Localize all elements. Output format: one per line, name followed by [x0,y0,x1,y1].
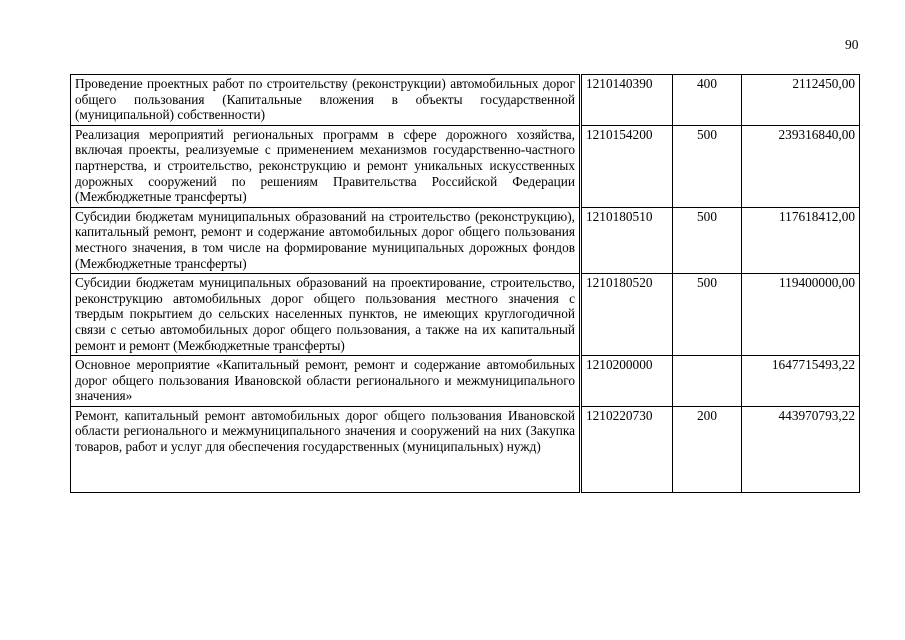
table-row [71,75,860,126]
row-amount: 443970793,22 [742,406,860,492]
page-number: 90 [845,37,859,52]
table-row [71,125,860,207]
table-row [71,207,860,273]
row-expense-type: 500 [673,207,742,273]
row-amount: 117618412,00 [742,207,860,273]
row-expense-type: 200 [673,406,742,492]
row-target-code: 1210154200 [581,125,673,207]
row-amount: 1647715493,22 [742,356,860,407]
row-target-code: 1210180510 [581,207,673,273]
budget-table [70,74,860,493]
row-description: Проведение проектных работ по строительству (реконструкции) автомобильных дорог общего пользования (Капитальные вложения в объекты государственной (муниципальной) собственности) [71,75,581,126]
row-expense-type: 500 [673,125,742,207]
row-target-code: 1210140390 [581,75,673,126]
row-expense-type: 500 [673,274,742,356]
row-description: Реализация мероприятий региональных программ в сфере дорожного хозяйства, включая проекты, реализуемые с применением механизмов государственно-частного партнерства, и строительство, реконструкцию и ремонт уникальных искусственных дорожных сооружений по решениям Правительства Российской Федерации (Межбюджетные трансферты) [71,125,581,207]
row-amount: 119400000,00 [742,274,860,356]
row-description: Основное мероприятие «Капитальный ремонт, ремонт и содержание автомобильных дорог общего пользования Ивановской области регионального и межмуниципального значения» [71,356,581,407]
row-target-code: 1210220730 [581,406,673,492]
table-row [71,406,860,492]
row-expense-type: 400 [673,75,742,126]
row-description: Субсидии бюджетам муниципальных образований на проектирование, строительство, реконструкцию автомобильных дорог общего пользования местного значения с твердым покрытием до сельских населенных пунктов, не имеющих круглогодичной связи с сетью автомобильных дорог общего пользования, а также на их капитальный ремонт и ремонт (Межбюджетные трансферты) [71,274,581,356]
row-expense-type [673,356,742,407]
table-row [71,274,860,356]
row-description: Субсидии бюджетам муниципальных образований на строительство (реконструкцию), капитальный ремонт, ремонт и содержание автомобильных дорог общего пользования местного значения, в том числе на формирование муниципальных дорожных фондов (Межбюджетные трансферты) [71,207,581,273]
table-row [71,356,860,407]
row-target-code: 1210200000 [581,356,673,407]
row-target-code: 1210180520 [581,274,673,356]
row-amount: 239316840,00 [742,125,860,207]
row-amount: 2112450,00 [742,75,860,126]
row-description: Ремонт, капитальный ремонт автомобильных дорог общего пользования Ивановской области регионального и межмуниципального значения и сооружений на них (Закупка товаров, работ и услуг для обеспечения государственных (муниципальных) нужд) [71,406,581,492]
